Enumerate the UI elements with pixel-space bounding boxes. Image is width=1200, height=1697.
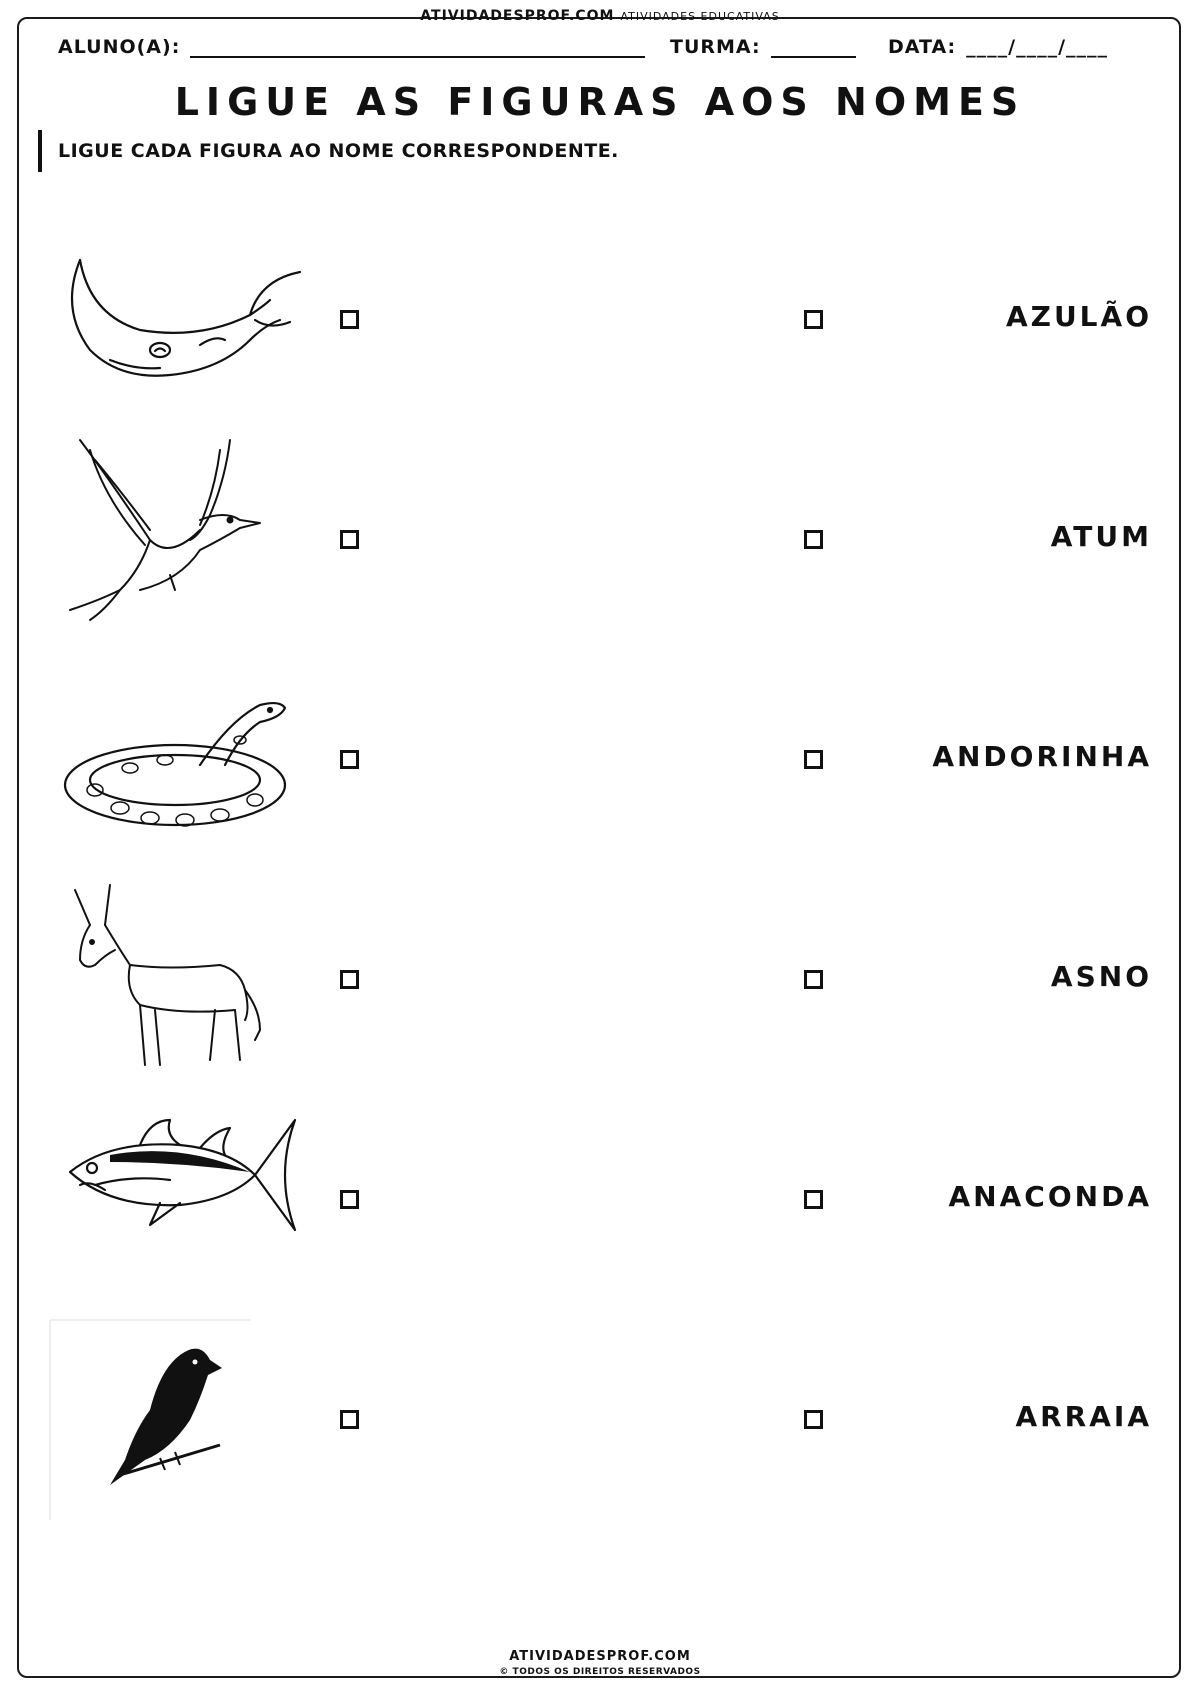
left-checkbox-2[interactable]: [340, 530, 359, 549]
site-tagline: ATIVIDADES EDUCATIVAS: [620, 10, 780, 23]
left-checkbox-1[interactable]: [340, 310, 359, 329]
right-checkbox-6[interactable]: [804, 1410, 823, 1429]
donkey-icon: [50, 880, 300, 1080]
name-5: ANACONDA: [948, 1180, 1152, 1213]
match-row-1: [0, 220, 1200, 420]
name-4: ASNO: [1050, 960, 1152, 993]
stingray-picture: [50, 220, 300, 420]
student-fields: [38, 36, 1162, 66]
right-checkbox-4[interactable]: [804, 970, 823, 989]
anaconda-icon: [50, 660, 300, 860]
name-1: AZULÃO: [1005, 300, 1152, 333]
data-label: DATA:: [888, 36, 957, 58]
site-name: ATIVIDADESPROF.COM: [420, 8, 615, 24]
stingray-icon: [50, 220, 300, 420]
name-6: ARRAIA: [1015, 1400, 1152, 1433]
right-checkbox-5[interactable]: [804, 1190, 823, 1209]
right-checkbox-1[interactable]: [804, 310, 823, 329]
name-2: ATUM: [1050, 520, 1152, 553]
left-checkbox-3[interactable]: [340, 750, 359, 769]
match-row-6: [0, 1320, 1200, 1520]
match-row-5: [0, 1100, 1200, 1300]
page-title: LIGUE AS FIGURAS AOS NOMES: [174, 80, 1026, 124]
match-row-4: [0, 880, 1200, 1080]
anaconda-picture: [50, 660, 300, 860]
aluno-field: [58, 36, 645, 58]
blue-grosbeak-picture: [50, 1320, 300, 1520]
left-checkbox-5[interactable]: [340, 1190, 359, 1209]
turma-label: TURMA:: [670, 36, 761, 58]
right-checkbox-2[interactable]: [804, 530, 823, 549]
aluno-line[interactable]: [190, 36, 645, 58]
tuna-icon: [50, 1100, 300, 1300]
site-header: [0, 8, 1200, 24]
name-3: ANDORINHA: [932, 740, 1152, 773]
left-checkbox-4[interactable]: [340, 970, 359, 989]
page-footer: [0, 1649, 1200, 1677]
instruction-text: LIGUE CADA FIGURA AO NOME CORRESPONDENTE.: [58, 140, 619, 162]
swallow-picture: [50, 440, 300, 640]
right-checkbox-3[interactable]: [804, 750, 823, 769]
turma-line[interactable]: [771, 36, 856, 58]
footer-site: ATIVIDADESPROF.COM: [509, 1649, 691, 1664]
donkey-picture: [50, 880, 300, 1080]
turma-field: [670, 36, 856, 58]
blue-grosbeak-icon: [50, 1320, 300, 1520]
aluno-label: ALUNO(A):: [58, 36, 181, 58]
match-row-2: [0, 440, 1200, 640]
left-checkbox-6[interactable]: [340, 1410, 359, 1429]
data-field: [888, 36, 1108, 58]
match-row-3: [0, 660, 1200, 860]
tuna-picture: [50, 1100, 300, 1300]
date-slots[interactable]: ____/____/____: [966, 36, 1109, 58]
swallow-icon: [50, 440, 300, 640]
footer-copyright: © TODOS OS DIREITOS RESERVADOS: [499, 1667, 701, 1677]
instruction: [38, 130, 619, 172]
